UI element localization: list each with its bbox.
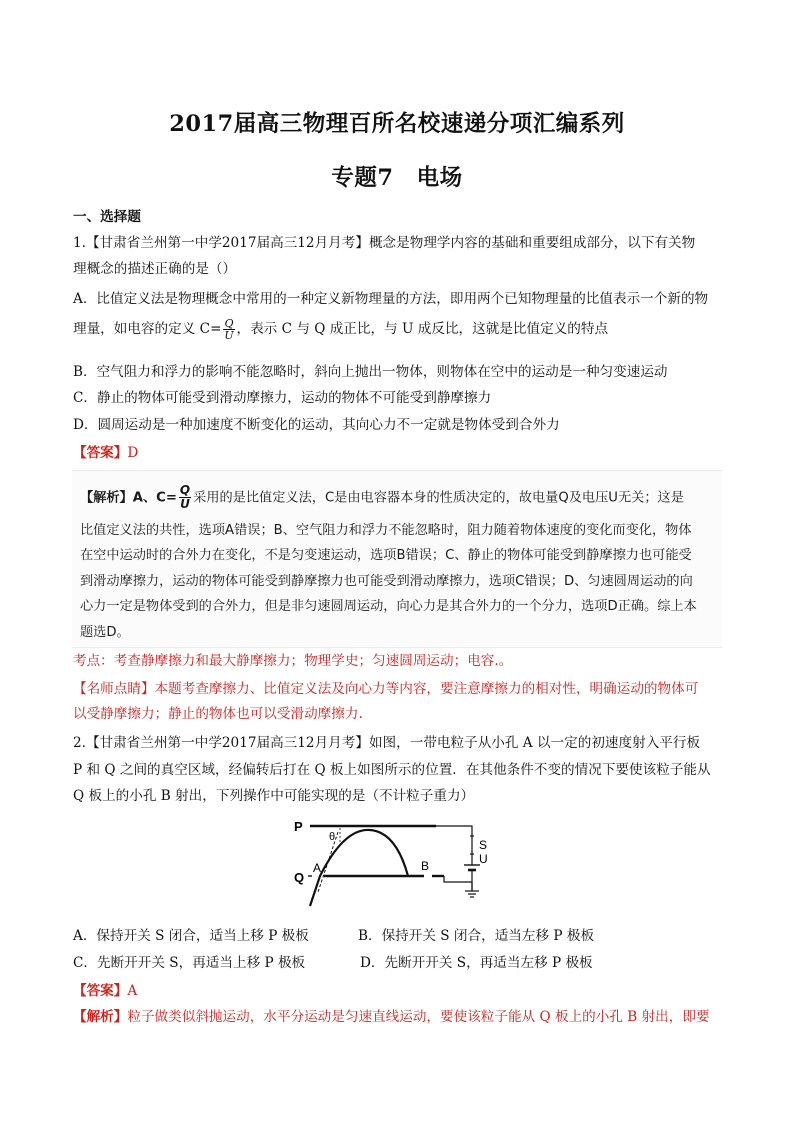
explanation-pre: 【解析】A、C= bbox=[80, 490, 177, 506]
q2-explanation bbox=[73, 1008, 723, 1026]
label-s: S bbox=[479, 838, 488, 852]
q1-option-d: D．圆周运动是一种加速度不断变化的运动，其向心力不一定就是物体受到合外力 bbox=[73, 417, 560, 433]
q1-option-a-line1: A．比值定义法是物理概念中常用的一种定义新物理量的方法，即用两个已知物理量的比值表示一个新的物 bbox=[73, 291, 709, 307]
parallel-plate-figure bbox=[284, 810, 504, 914]
answer-label: 【答案】 bbox=[73, 983, 128, 999]
wire-bottom bbox=[444, 876, 472, 891]
answer-label: 【答案】 bbox=[73, 445, 128, 461]
q2-option-d: D．先断开开关 S，再适当左移 P 极板 bbox=[360, 955, 593, 971]
q1-option-c: C．静止的物体可能受到滑动摩擦力，运动的物体不可能受到静摩擦力 bbox=[73, 390, 492, 406]
q1-teacher-note-line2: 以受静摩擦力；静止的物体也可以受滑动摩擦力. bbox=[73, 706, 363, 722]
q2-answer bbox=[73, 982, 723, 1000]
q1-explanation-line3: 在空中运动时的合外力在变化，不是匀变速运动，选项B错误；C、静止的物体可能受到静摩擦力也可能受 bbox=[80, 548, 692, 563]
q1-teacher-note-line1: 【名师点睛】本题考查摩擦力、比值定义法及向心力等内容，要注意摩擦力的相对性，明确运动的物体可 bbox=[73, 681, 699, 697]
q1-option-a-line2 bbox=[73, 318, 723, 341]
q1-option-a-post: ，表示 C 与 Q 成正比，与 U 成反比，这就是比值定义的特点 bbox=[236, 321, 609, 337]
explanation-fraction-num: Q bbox=[179, 483, 191, 497]
explanation-fraction bbox=[179, 484, 191, 511]
q2-option-b: B．保持开关 S 闭合，适当左移 P 极板 bbox=[358, 928, 595, 944]
fraction-numerator: Q bbox=[224, 317, 234, 330]
q1-explanation-line4: 到滑动摩擦力，运动的物体可能受到静摩擦力也可能受到滑动摩擦力，选项C错误；D、匀速圆周运动的向 bbox=[80, 574, 693, 589]
label-p: P bbox=[294, 819, 303, 834]
q1-option-b: B．空气阻力和浮力的影响不能忽略时，斜向上抛出一物体，则物体在空中的运动是一种匀变速运动 bbox=[73, 364, 668, 380]
q2-option-a: A．保持开关 S 闭合，适当上移 P 极板 bbox=[73, 928, 309, 944]
q1-answer bbox=[73, 444, 723, 462]
q2-option-c: C．先断开开关 S，再适当上移 P 极板 bbox=[73, 955, 306, 971]
q2-stem-line2: P 和 Q 之间的真空区域，经偏转后打在 Q 板上如图所示的位置．在其他条件不变的情况下要使该粒子能从 bbox=[73, 762, 711, 778]
topic-title: 专题7 电场 bbox=[331, 165, 463, 191]
answer-value: D bbox=[127, 445, 139, 461]
label-u: U bbox=[479, 852, 488, 866]
q1-stem-line2: 理概念的描述正确的是（） bbox=[73, 261, 237, 277]
label-a: A bbox=[313, 861, 322, 875]
q1-explanation-line2: 比值定义法的共性，选项A错误；B、空气阻力和浮力不能忽略时，阻力随着物体速度的变化而变化，物体 bbox=[80, 523, 692, 538]
explanation-text: 粒子做类似斜抛运动，水平分运动是匀速直线运动，要使该粒子能从 Q 板上的小孔 B 射出，即要 bbox=[127, 1009, 710, 1025]
q1-option-a-pre: 理量，如电容的定义 C= bbox=[73, 321, 222, 337]
document-title: 2017届高三物理百所名校速递分项汇编系列 bbox=[169, 111, 625, 137]
q2-stem-line1: 2.【甘肃省兰州第一中学2017届高三12月月考】如图，一带电粒子从小孔 A 以一定的初速度射入平行板 bbox=[73, 735, 701, 751]
explanation-fraction-den: U bbox=[180, 497, 190, 511]
q1-stem-line1: 1.【甘肃省兰州第一中学2017届高三12月月考】概念是物理学内容的基础和重要组成部分，以下有关物 bbox=[73, 235, 696, 251]
capacitance-fraction bbox=[223, 318, 234, 341]
label-theta: θ bbox=[329, 831, 336, 843]
answer-value: A bbox=[127, 983, 138, 999]
q1-explanation-line6: 题选D。 bbox=[80, 625, 130, 640]
explanation-label: 【解析】 bbox=[73, 1009, 128, 1025]
explanation-post: 采用的是比值定义法，C是由电容器本身的性质决定的，故电量Q及电压U无关；这是 bbox=[193, 490, 684, 506]
label-q: Q bbox=[294, 870, 305, 885]
fraction-denominator: U bbox=[224, 329, 234, 342]
wire-top bbox=[436, 826, 472, 836]
q1-explanation-line5: 心力一定是物体受到的合外力，但是非匀速圆周运动，向心力是其合外力的一个分力，选项D正确。综上本 bbox=[80, 599, 697, 614]
q1-explanation-line1 bbox=[80, 484, 720, 511]
section-heading: 一、选择题 bbox=[73, 209, 141, 225]
particle-trajectory bbox=[310, 830, 408, 906]
q1-knowledge-points: 考点：考查静摩擦力和最大静摩擦力；物理学史；匀速圆周运动；电容.。 bbox=[73, 653, 513, 669]
label-b: B bbox=[421, 859, 430, 873]
q2-stem-line3: Q 板上的小孔 B 射出，下列操作中可能实现的是（不计粒子重力） bbox=[73, 788, 475, 804]
